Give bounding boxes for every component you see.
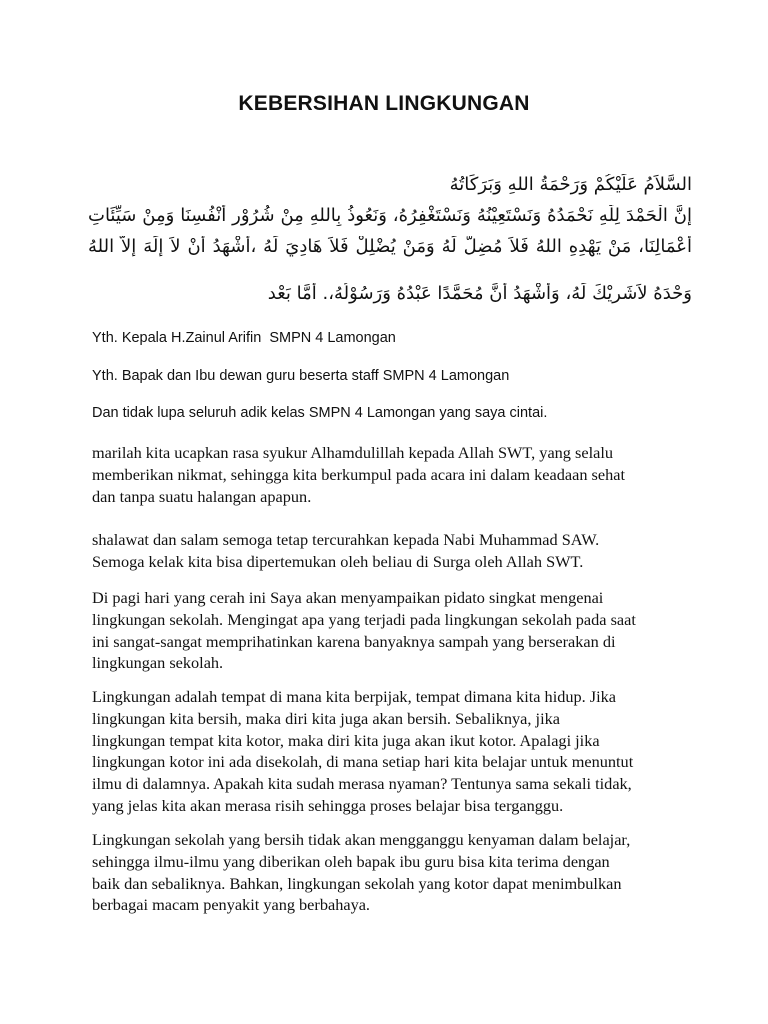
paragraph-line: lingkungan tempat kita kotor, maka diri kita juga akan ikut kotor. Apalagi jika	[92, 730, 600, 750]
paragraph-line: lingkungan sekolah.	[92, 653, 224, 673]
arabic-salutation-line-4: وَحْدَهُ لاَشَرِيْكَ لَهُ، وَأَشْهَدُ أَنَّ مُحَمَّدًا عَبْدُهُ وَرَسُوْلُهُ،. أَمَّا بَعْد	[267, 283, 692, 304]
paragraph-line: ini sangat-sangat memprihatinkan karena banyaknya sampah yang berserakan di	[92, 631, 616, 651]
paragraph-clean-school	[92, 829, 692, 916]
arabic-salutation-line-1: السَّلاَمُ عَلَيْكُمْ وَرَحْمَةُ اللهِ وَبَرَكَاتُهُ	[449, 174, 692, 195]
paragraph-line: lingkungan kotor ini ada disekolah, di mana setiap hari kita belajar untuk menuntut	[92, 752, 634, 772]
paragraph-line: memberikan nikmat, sehingga kita berkumpul pada acara ini dalam keadaan sehat	[92, 464, 626, 484]
paragraph-line: shalawat dan salam semoga tetap tercurahkan kepada Nabi Muhammad SAW.	[92, 530, 600, 549]
paragraph-line: Di pagi hari yang cerah ini Saya akan menyampaikan pidato singkat mengenai	[92, 588, 604, 607]
paragraph-shalawat	[92, 529, 692, 573]
document-title: KEBERSIHAN LINGKUNGAN	[238, 92, 530, 115]
paragraph-line: ilmu di dalamnya. Apakah kita sudah merasa nyaman? Tentunya sama sekali tidak,	[92, 774, 632, 794]
paragraph-environment-definition	[92, 686, 692, 817]
paragraph-line: sehingga ilmu-ilmu yang diberikan oleh bapak ibu guru bisa kita terima dengan	[92, 851, 610, 871]
greeting-students: Dan tidak lupa seluruh adik kelas SMPN 4 Lamongan yang saya cintai.	[92, 405, 548, 421]
greeting-teachers: Yth. Bapak dan Ibu dewan guru beserta staff SMPN 4 Lamongan	[92, 368, 510, 384]
arabic-salutation-line-2: إِنَّ الْحَمْدَ لِلّٰهِ نَحْمَدُهُ وَنَسْتَعِيْنُهُ وَنَسْتَغْفِرُهُ، وَنَعُوذُ بِاللهِ مِنْ شُرُوْرِ أَنْفُسِنَا وَمِنْ سَيِّئَاتِ	[88, 205, 692, 226]
paragraph-line: Lingkungan adalah tempat di mana kita berpijak, tempat dimana kita hidup. Jika	[92, 687, 617, 706]
paragraph-line: Semoga kelak kita bisa dipertemukan oleh beliau di Surga oleh Allah SWT.	[92, 551, 584, 571]
arabic-salutation-line-3: أَعْمَالِنَا، مَنْ يَهْدِهِ اللهُ فَلاَ مُضِلَّ لَهُ وَمَنْ يُضْلِلْ فَلاَ هَادِيَ لَهُ ،أَشْهَدُ أَنْ لاَ إِلَهَ إِلاَّ اللهُ	[88, 236, 692, 257]
paragraph-line: baik dan sebaliknya. Bahkan, lingkungan sekolah yang kotor dapat menimbulkan	[92, 873, 622, 893]
paragraph-gratitude	[92, 442, 692, 507]
paragraph-line: lingkungan sekolah. Mengingat apa yang terjadi pada lingkungan sekolah pada saat	[92, 609, 636, 629]
paragraph-line: dan tanpa suatu halangan apapun.	[92, 486, 312, 506]
greeting-headmaster: Yth. Kepala H.Zainul Arifin SMPN 4 Lamongan	[92, 330, 396, 346]
paragraph-line: lingkungan kita bersih, maka diri kita juga akan bersih. Sebaliknya, jika	[92, 708, 560, 728]
paragraph-line: berbagai macam penyakit yang berbahaya.	[92, 895, 371, 915]
paragraph-line: yang jelas kita akan merasa risih sehingga proses belajar bisa terganggu.	[92, 795, 564, 815]
paragraph-line: Lingkungan sekolah yang bersih tidak akan mengganggu kenyaman dalam belajar,	[92, 830, 631, 849]
paragraph-introduction	[92, 587, 692, 674]
paragraph-line: marilah kita ucapkan rasa syukur Alhamdulillah kepada Allah SWT, yang selalu	[92, 443, 613, 462]
